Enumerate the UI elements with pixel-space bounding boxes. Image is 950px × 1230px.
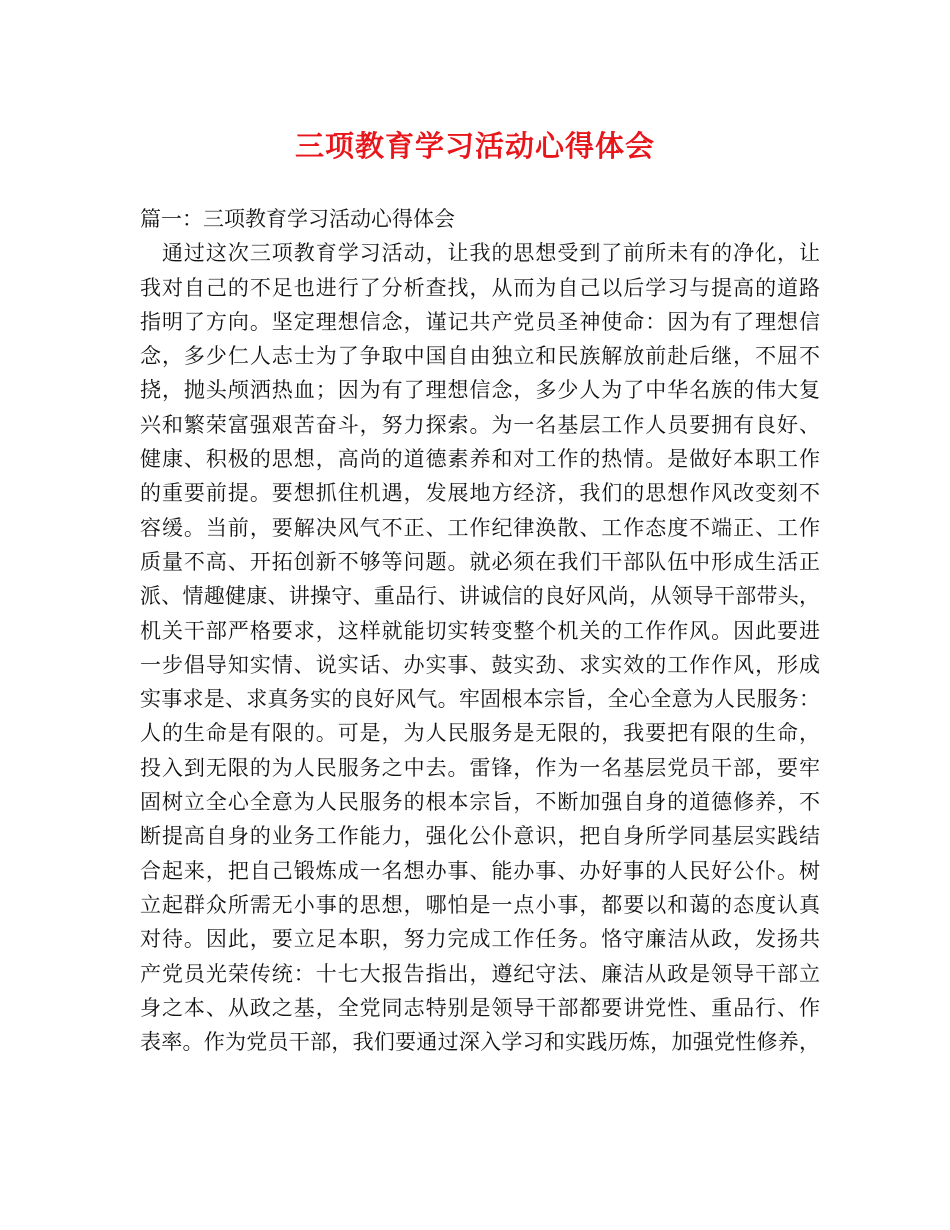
body-line: 人的生命是有限的。可是，为人民服务是无限的，我要把有限的生命， [140,721,820,746]
body-line: 派、情趣健康、讲操守、重品行、讲诚信的良好风尚，从领导干部带头， [140,584,820,609]
body-line: 兴和繁荣富强艰苦奋斗，努力探索。为一名基层工作人员要拥有良好、 [140,412,820,437]
body-line: 固树立全心全意为人民服务的根本宗旨，不断加强自身的道德修养，不 [140,790,820,815]
document-title: 三项教育学习活动心得体会 [294,129,655,163]
body-line: 质量不高、开拓创新不够等问题。就必须在我们干部队伍中形成生活正 [140,549,820,574]
body-line: 实事求是、求真务实的良好风气。牢固根本宗旨，全心全意为人民服务： [140,687,820,712]
body-line: 健康、积极的思想，高尚的道德素养和对工作的热情。是做好本职工作 [140,447,820,472]
body-line: 一步倡导知实情、说实话、办实事、鼓实劲、求实效的工作作风，形成 [140,652,820,677]
body-line: 容缓。当前，要解决风气不正、工作纪律涣散、工作态度不端正、工作 [140,515,820,540]
body-line: 投入到无限的为人民服务之中去。雷锋，作为一名基层党员干部，要牢 [140,755,820,780]
body-line: 指明了方向。坚定理想信念，谨记共产党员圣神使命：因为有了理想信 [140,309,820,334]
body-line: 表率。作为党员干部，我们要通过深入学习和实践历炼，加强党性修养， [140,1030,820,1055]
section-heading: 篇一：三项教育学习活动心得体会 [140,207,455,231]
body-line: 断提高自身的业务工作能力，强化公仆意识，把自身所学同基层实践结 [140,824,820,849]
body-line: 身之本、从政之基，全党同志特别是领导干部都要讲党性、重品行、作 [140,995,820,1020]
body-line: 机关干部严格要求，这样就能切实转变整个机关的工作作风。因此要进 [140,618,820,643]
body-line: 的重要前提。要想抓住机遇，发展地方经济，我们的思想作风改变刻不 [140,481,820,506]
body-line: 产党员光荣传统：十七大报告指出，遵纪守法、廉洁从政是领导干部立 [140,961,820,986]
body-line: 念，多少仁人志士为了争取中国自由独立和民族解放前赴后继，不屈不 [140,344,820,369]
body-line: 通过这次三项教育学习活动，让我的思想受到了前所未有的净化，让 [140,241,820,266]
body-line: 合起来，把自己锻炼成一名想办事、能办事、办好事的人民好公仆。树 [140,858,820,883]
body-line: 挠，抛头颅洒热血；因为有了理想信念，多少人为了中华名族的伟大复 [140,378,820,403]
body-line: 我对自己的不足也进行了分析查找，从而为自己以后学习与提高的道路 [140,275,820,300]
document-body [140,202,820,1059]
body-line: 立起群众所需无小事的思想，哪怕是一点小事，都要以和蔼的态度认真 [140,892,820,917]
body-line: 对待。因此，要立足本职，努力完成工作任务。恪守廉洁从政，发扬共 [140,927,820,952]
